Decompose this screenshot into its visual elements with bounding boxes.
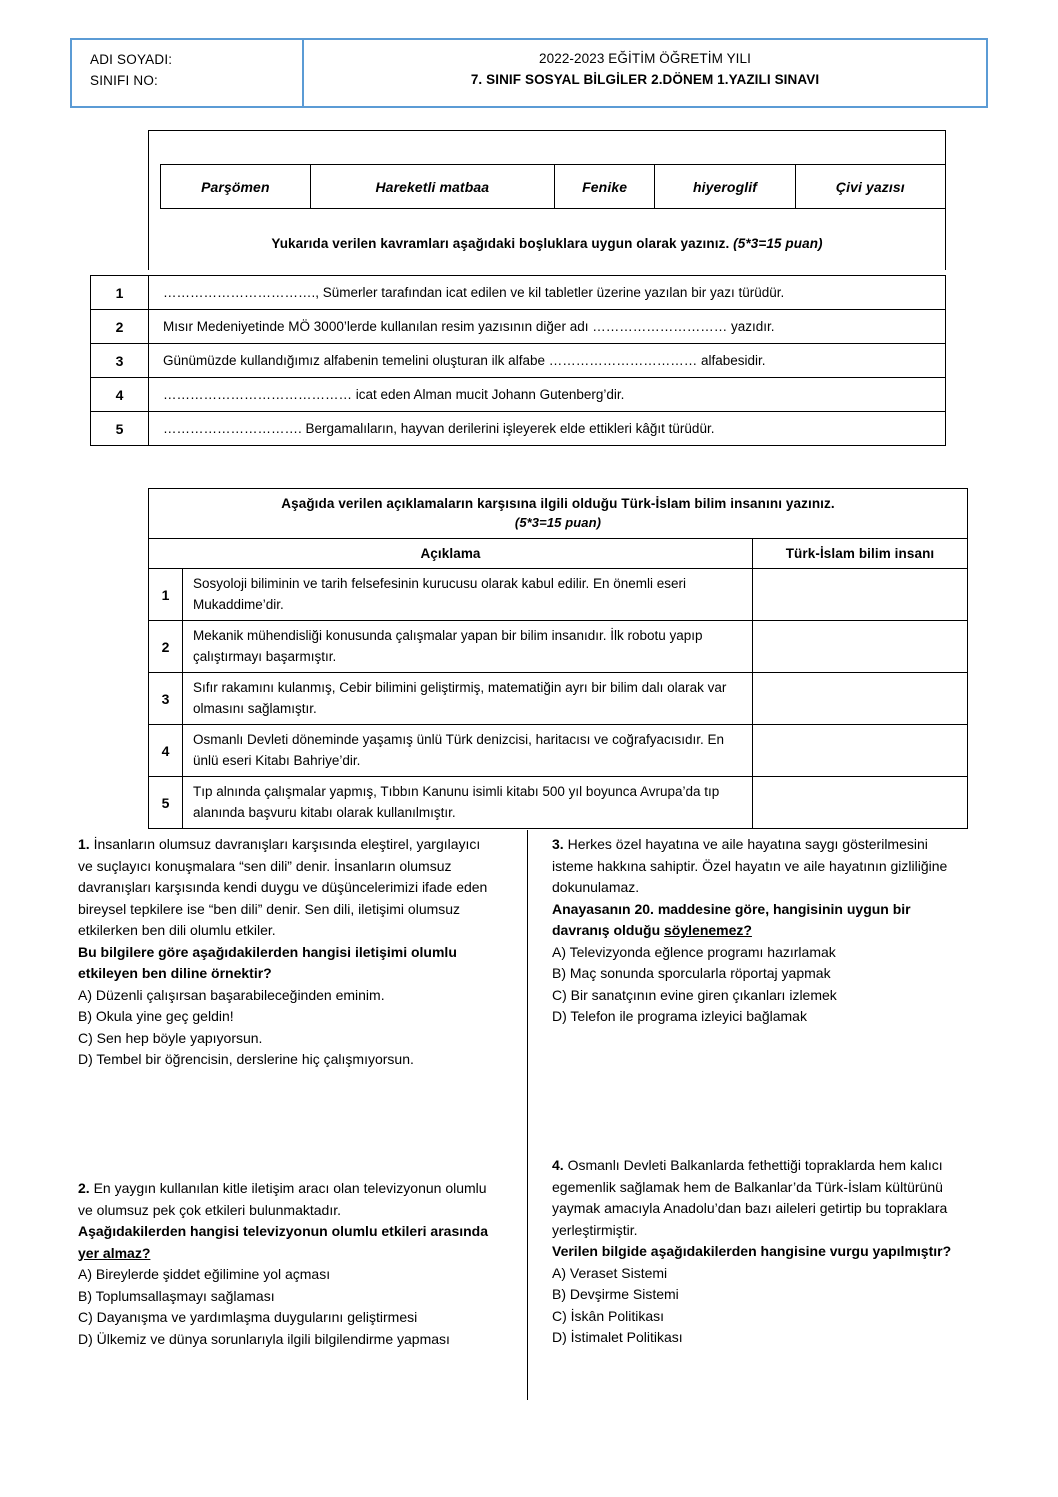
question-2-number: 2. — [78, 1180, 90, 1196]
explanation-cell: Tıp alnında çalışmalar yapmış, Tıbbın Kanunu isimli kitabı 500 yıl boyunca Avrupa’da tıp alanında başvuru kitabı olarak kullanılmıştır. — [183, 777, 753, 829]
explanation-cell: Sosyoloji biliminin ve tarih felsefesinin kurucusu olarak kabul edilir. En önemli eseri Mukaddime’dir. — [183, 569, 753, 621]
question-4-option-a[interactable]: A) Veraset Sistemi — [552, 1264, 668, 1281]
blank-sentence: …………………………. Bergamalıların, hayvan derilerini işleyerek elde ettikleri kâğıt türüdür. — [149, 412, 946, 446]
table-row — [149, 725, 968, 777]
question-3-option-a[interactable]: A) Televizyonda eğlence programı hazırlamak — [552, 943, 836, 960]
table-row — [149, 489, 968, 539]
table-row — [149, 621, 968, 673]
question-1-prompt-text: Bu bilgilere göre aşağıdakilerden hangisi iletişimi olumlu etkileyen ben diline örnektir? — [78, 943, 457, 981]
concept-cell-1: Parşömen — [161, 165, 311, 209]
question-2-option-c[interactable]: C) Dayanışma ve yardımlaşma duygularını geliştirmesi — [78, 1309, 418, 1325]
exam-title-box — [304, 40, 986, 106]
question-1-option-c[interactable]: C) Sen hep böyle yapıyorsun. — [78, 1029, 263, 1046]
blank-sentence: …………………………………… icat eden Alman mucit Johann Gutenberg’dir. — [149, 378, 946, 412]
question-1 — [78, 834, 498, 1071]
question-1-option-b[interactable]: B) Okula yine geç geldin! — [78, 1008, 234, 1024]
section2-points: (5*3=15 puan) — [514, 515, 602, 530]
student-class-label: SINIFI NO: — [90, 73, 159, 88]
blank-sentence: ……………………………., Sümerler tarafından icat edilen ve kil tabletler üzerine yazılan bir yazı türüdür. — [149, 276, 946, 310]
row-number: 5 — [149, 777, 183, 829]
student-info-box — [72, 40, 304, 106]
table-row — [149, 673, 968, 725]
question-2-stem-text: En yaygın kullanılan kitle iletişim aracı olan televizyonun olumlu ve olumsuz pek çok etkileri bulunmaktadır. — [78, 1180, 487, 1218]
table-row — [149, 539, 968, 569]
answer-cell[interactable] — [753, 725, 968, 777]
explanation-cell: Osmanlı Devleti döneminde yaşamış ünlü Türk denizcisi, haritacısı ve coğrafyacısıdır. En ünlü eseri Kitabı Bahriye’dir. — [183, 725, 753, 777]
question-4-option-c[interactable]: C) İskân Politikası — [552, 1307, 665, 1324]
concepts-table — [160, 164, 946, 209]
answer-cell[interactable] — [753, 777, 968, 829]
question-1-option-a[interactable]: A) Düzenli çalışırsan başarabileceğinden eminim. — [78, 986, 385, 1003]
column-header-scientist: Türk-İslam bilim insanı — [753, 539, 968, 569]
question-4-stem-text: Osmanlı Devleti Balkanlarda fethettiği topraklarda hem kalıcı egemenlik sağlamak hem de Balkanlar’da Türk-İslam kültürünü yaymak amacıyla Anadolu’dan bazı aileleri getirtip bu topraklara yerleştirmiştir. — [552, 1157, 948, 1238]
question-2-prompt-text: Aşağıdakilerden hangisi televizyonun olumlu etkileri arasında — [78, 1223, 489, 1239]
question-4 — [552, 1155, 972, 1349]
question-4-prompt-text: Verilen bilgide aşağıdakilerden hangisine vurgu yapılmıştır? — [552, 1243, 952, 1259]
explanation-cell: Mekanik mühendisliği konusunda çalışmalar yapan bir bilim insanıdır. İlk robotu yapıp çalıştırmayı başarmıştır. — [183, 621, 753, 673]
question-2 — [78, 1178, 498, 1350]
row-number: 4 — [149, 725, 183, 777]
answer-cell[interactable] — [753, 621, 968, 673]
concept-cell-5: Çivi yazısı — [795, 165, 945, 209]
section1-instruction-text: Yukarıda verilen kavramları aşağıdaki boşluklara uygun olarak yazınız. — [271, 236, 730, 251]
concept-cell-3: Fenike — [554, 165, 654, 209]
blank-sentence: Mısır Medeniyetinde MÖ 3000’lerde kullanılan resim yazısının diğer adı ………………………… yazıdır. — [149, 310, 946, 344]
table-row — [91, 310, 946, 344]
table-row — [149, 569, 968, 621]
row-number: 2 — [91, 310, 149, 344]
academic-year: 2022-2023 EĞİTİM ÖĞRETİM YILI — [539, 51, 751, 66]
question-2-option-a[interactable]: A) Bireylerde şiddet eğilimine yol açması — [78, 1266, 331, 1282]
answer-cell[interactable] — [753, 673, 968, 725]
student-name-label: ADI SOYADI: — [90, 52, 173, 67]
row-number: 5 — [91, 412, 149, 446]
section2-title — [149, 489, 968, 539]
question-3-number: 3. — [552, 836, 564, 852]
question-3-stem — [552, 834, 972, 899]
question-3-option-b[interactable]: B) Maç sonunda sporcularla röportaj yapmak — [552, 965, 831, 981]
question-2-prompt — [78, 1221, 498, 1264]
table-row — [91, 344, 946, 378]
row-number: 2 — [149, 621, 183, 673]
table-row — [149, 777, 968, 829]
row-number: 3 — [149, 673, 183, 725]
exam-title: 7. SINIF SOSYAL BİLGİLER 2.DÖNEM 1.YAZILI SINAVI — [470, 72, 820, 87]
question-2-option-b[interactable]: B) Toplumsallaşmayı sağlaması — [78, 1287, 275, 1304]
table-row — [91, 276, 946, 310]
question-4-stem — [552, 1155, 972, 1241]
question-column-divider — [527, 830, 528, 1400]
question-3-prompt-text: Anayasanın 20. maddesine göre, hangisinin uygun bir davranış olduğu — [552, 900, 911, 938]
question-4-option-d[interactable]: D) İstimalet Politikası — [552, 1329, 683, 1345]
question-1-option-d[interactable]: D) Tembel bir öğrencisin, derslerine hiç çalışmıyorsun. — [78, 1051, 414, 1067]
question-1-stem — [78, 834, 498, 942]
row-number: 1 — [91, 276, 149, 310]
question-3-prompt — [552, 899, 972, 942]
concept-cell-2: Hareketli matbaa — [310, 165, 554, 209]
section1-points: (5*3=15 puan) — [733, 236, 823, 251]
question-2-prompt-underline: yer almaz? — [78, 1244, 151, 1261]
question-4-prompt — [552, 1241, 972, 1263]
question-3-prompt-underline: söylenemez? — [664, 922, 752, 938]
question-4-option-b[interactable]: B) Devşirme Sistemi — [552, 1286, 679, 1302]
question-2-option-d[interactable]: D) Ülkemiz ve dünya sorunlarıyla ilgili bilgilendirme yapması — [78, 1330, 450, 1347]
row-number: 4 — [91, 378, 149, 412]
question-3-stem-text: Herkes özel hayatına ve aile hayatına saygı gösterilmesini isteme hakkına sahiptir. Özel hayatın ve aile hayatının gizliliğine dokunulamaz. — [552, 836, 948, 895]
scientists-table — [148, 488, 968, 829]
exam-header — [70, 38, 988, 108]
question-3 — [552, 834, 972, 1028]
section2-title-text: Aşağıda verilen açıklamaların karşısına ilgili olduğu Türk-İslam bilim insanını yazınız. — [281, 496, 835, 511]
question-3-option-c[interactable]: C) Bir sanatçının evine giren çıkanları izlemek — [552, 986, 837, 1003]
question-4-number: 4. — [552, 1157, 564, 1173]
table-row — [91, 412, 946, 446]
question-1-number: 1. — [78, 836, 90, 852]
row-number: 3 — [91, 344, 149, 378]
row-number: 1 — [149, 569, 183, 621]
answer-cell[interactable] — [753, 569, 968, 621]
section1-instruction — [148, 236, 946, 251]
blank-sentence: Günümüzde kullandığımız alfabenin temelini oluşturan ilk alfabe …………………………… alfabesidir. — [149, 344, 946, 378]
column-header-explanation: Açıklama — [149, 539, 753, 569]
fill-blanks-table — [90, 275, 946, 446]
concept-cell-4: hiyeroglif — [655, 165, 795, 209]
explanation-cell: Sıfır rakamını kulanmış, Cebir bilimini geliştirmiş, matematiğin ayrı bir bilim dalı olarak var olmasını sağlamıştır. — [183, 673, 753, 725]
table-row — [91, 378, 946, 412]
question-2-stem — [78, 1178, 498, 1221]
table-row — [161, 165, 946, 209]
question-1-stem-text: İnsanların olumsuz davranışları karşısında eleştirel, yargılayıcı ve suçlayıcı konuşmalara “sen dili” denir. İnsanların olumsuz davranışları karşısında kendi duygu ve düşüncelerimizi ifade eden bireysel tepkilere ise “ben dili” denir. Sen dili, iletişimi olumsuz etkilerken ben dili olumlu etkiler. — [78, 836, 488, 938]
question-1-prompt — [78, 942, 498, 985]
question-3-option-d[interactable]: D) Telefon ile programa izleyici bağlamak — [552, 1008, 807, 1024]
